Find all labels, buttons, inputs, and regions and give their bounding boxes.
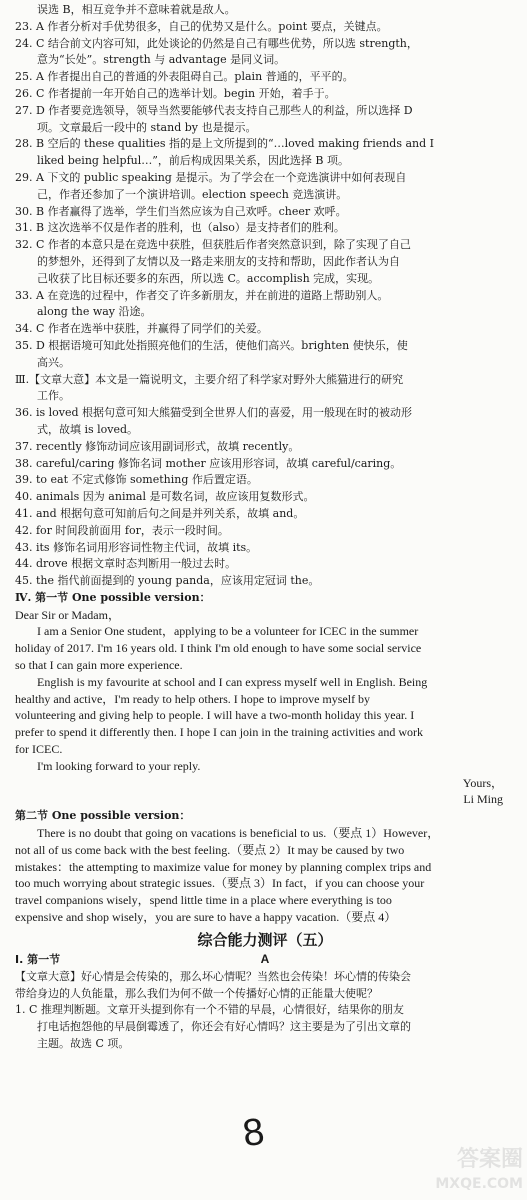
text-line: I'm looking forward to your reply. (37, 758, 201, 773)
text-line: 34. C 作者在选举中获胜，并赢得了同学们的关爱。 (15, 322, 268, 336)
text-line: along the way 沿途。 (37, 305, 152, 319)
text-line: 44. drove 根据文章时态判断用一般过去时。 (15, 557, 237, 571)
text-line: 打电话抱怨他的早晨倒霉透了，你还会有好心情吗？这主要是为了引出文章的 (37, 1020, 411, 1034)
text-line: 己收获了比目标还要多的东西，所以选 C。accomplish 完成，实现。 (37, 271, 380, 285)
text-line: expensive and shop wisely，you are sure to have a happy vacation.（要点 4） (15, 910, 397, 925)
text-line: Ⅲ.【文章大意】本文是一篇说明文，主要介绍了科学家对野外大熊猫进行的研究 (15, 372, 404, 386)
text-line: 带给身边的人负能量，那么我们为何不做一个传播好心情的正能量大使呢？ (15, 986, 378, 1000)
text-line: 1. C 推理判断题。文章开头提到你有一个不错的早晨，心情很好，结果你的朋友 (15, 1003, 404, 1017)
text-line: healthy and active，I'm ready to help others. I hope to improve myself by (15, 691, 371, 706)
text-line: Yours， (462, 775, 503, 790)
watermark-text-1: 答案圈 (456, 1147, 523, 1172)
text-line: 39. to eat 不定式修饰 something 作后置定语。 (15, 473, 258, 487)
text-line: 42. for 时间段前面用 for，表示一段时间。 (15, 523, 229, 537)
text-line: 的梦想外，还得到了友情以及一路走来朋友的支持和帮助，因此作者认为自 (37, 254, 400, 268)
text-line: 33. A 在竞选的过程中，作者交了许多新朋友，并在前进的道路上帮助别人。 (15, 288, 389, 302)
text-line: 41. and 根据句意可知前后句之间是并列关系，故填 and。 (15, 506, 305, 520)
document-page (15, 2, 515, 1053)
text-line: too much worrying about strategic issues.（要点 3）In fact，if you can choose your (15, 876, 425, 891)
text-line: 工作。 (37, 389, 70, 403)
text-line: 31. B 这次选举不仅是作者的胜利，也（also）是支持者们的胜利。 (15, 221, 345, 235)
text-line: travel companions wisely，spend little time in a place where everything is too (15, 893, 392, 908)
text-line: 误选 B，相互竞争并不意味着就是敌人。 (37, 3, 236, 16)
text-line: 26. C 作者提前一年开始自己的选举计划。begin 开始，着手于。 (15, 86, 336, 100)
text-line: liked being helpful…”，前后构成因果关系，因此选择 B 项。 (37, 154, 349, 168)
page-number: 8 (240, 1110, 267, 1156)
text-line: 项。文章最后一段中的 stand by 也是提示。 (37, 120, 257, 134)
section-title: 综合能力测评（五） (197, 930, 333, 949)
text-line: 28. B 空后的 these qualities 指的是上文所提到的“…loved making friends and I (15, 137, 435, 151)
text-line: Dear Sir or Madam， (15, 607, 120, 622)
text-line: 38. careful/caring 修饰名词 mother 应该用形容词，故填 careful/caring。 (15, 456, 402, 470)
text-line: English is my favourite at school and I can express myself well in English. Being (37, 674, 428, 689)
text-line: so that I can gain more experience. (15, 658, 183, 673)
watermark-logo (435, 1148, 523, 1196)
text-line: 24. C 结合前文内容可知，此处谈论的仍然是自己有哪些优势，所以选 strength， (15, 36, 418, 50)
text-line: 37. recently 修饰动词应该用副词形式，故填 recently。 (15, 439, 300, 453)
text-line: not all of us come back with the best feeling.（要点 2）It may be caused by two (15, 842, 405, 857)
text-line: 27. D 作者要竞选领导，领导当然要能够代表支持自己那些人的利益，所以选择 D (15, 103, 413, 117)
text-line: 30. B 作者赢得了选举，学生们当然应该为自己欢呼。cheer 欢呼。 (15, 204, 347, 218)
section-letter: A (260, 951, 270, 966)
answer-text-block (15, 2, 515, 926)
text-line: 25. A 作者提出自己的普通的外表阻碍自己。plain 普通的，平平的。 (15, 70, 354, 84)
text-line: Li Ming (463, 792, 503, 807)
text-line: 【文章大意】好心情是会传染的，那么坏心情呢？当然也会传染！坏心情的传染会 (15, 969, 411, 983)
text-line: 36. is loved 根据句意可知大熊猫受到全世界人们的喜爱，用一般现在时的被动形 (15, 406, 413, 420)
text-line: for ICEC. (15, 742, 63, 757)
text-line: holiday of 2017. I'm 16 years old. I think I'm old enough to have some social service (15, 641, 422, 656)
text-line: 己，作者还参加了一个演讲培训。election speech 竞选演讲。 (37, 187, 348, 201)
text-line: 35. D 根据语境可知此处指照亮他们的生活，使他们高兴。brighten 使快乐，使 (15, 338, 408, 352)
text-line: volunteering and giving help to people. I will have a two-month holiday this year. I (15, 708, 415, 723)
text-line: 45. the 指代前面提到的 young panda，应该用定冠词 the。 (15, 574, 320, 588)
text-line: 第二节 One possible version： (15, 809, 191, 823)
text-line: 29. A 下文的 public speaking 是提示。为了学会在一个竞选演讲中如何表现自 (15, 170, 407, 184)
text-line: mistakes：the attempting to maximize value for money by planning complex trips and (15, 859, 432, 874)
answer-text-block-2 (15, 969, 515, 1053)
text-line: 23. A 作者分析对手优势很多，自己的优势又是什么。point 要点，关键点。 (15, 19, 388, 33)
section-heading: Ⅰ. 第一节 (15, 952, 61, 966)
text-line: 高兴。 (37, 355, 70, 369)
text-line: 主题。故选 C 项。 (37, 1037, 130, 1051)
section-heading-row (15, 952, 515, 969)
text-line: 40. animals 因为 animal 是可数名词，故应该用复数形式。 (15, 490, 315, 504)
text-line: 式，故填 is loved。 (37, 422, 139, 436)
text-line: I am a Senior One student，applying to be a volunteer for ICEC in the summer (37, 624, 419, 639)
text-line: There is no doubt that going on vacations is beneficial to us.（要点 1）However， (37, 826, 440, 841)
text-line: Ⅳ. 第一节 One possible version： (15, 590, 211, 604)
watermark-text-2: MXQE.COM (435, 1176, 523, 1192)
text-line: 32. C 作者的本意只是在竞选中获胜，但获胜后作者突然意识到，除了实现了自己 (15, 238, 411, 252)
text-line: prefer to spend it differently then. I hope I can join in the training activities and work (15, 725, 423, 740)
text-line: 意为“长处”。strength 与 advantage 是同义词。 (37, 53, 286, 67)
text-line: 43. its 修饰名词用形容词性物主代词，故填 its。 (15, 540, 258, 554)
